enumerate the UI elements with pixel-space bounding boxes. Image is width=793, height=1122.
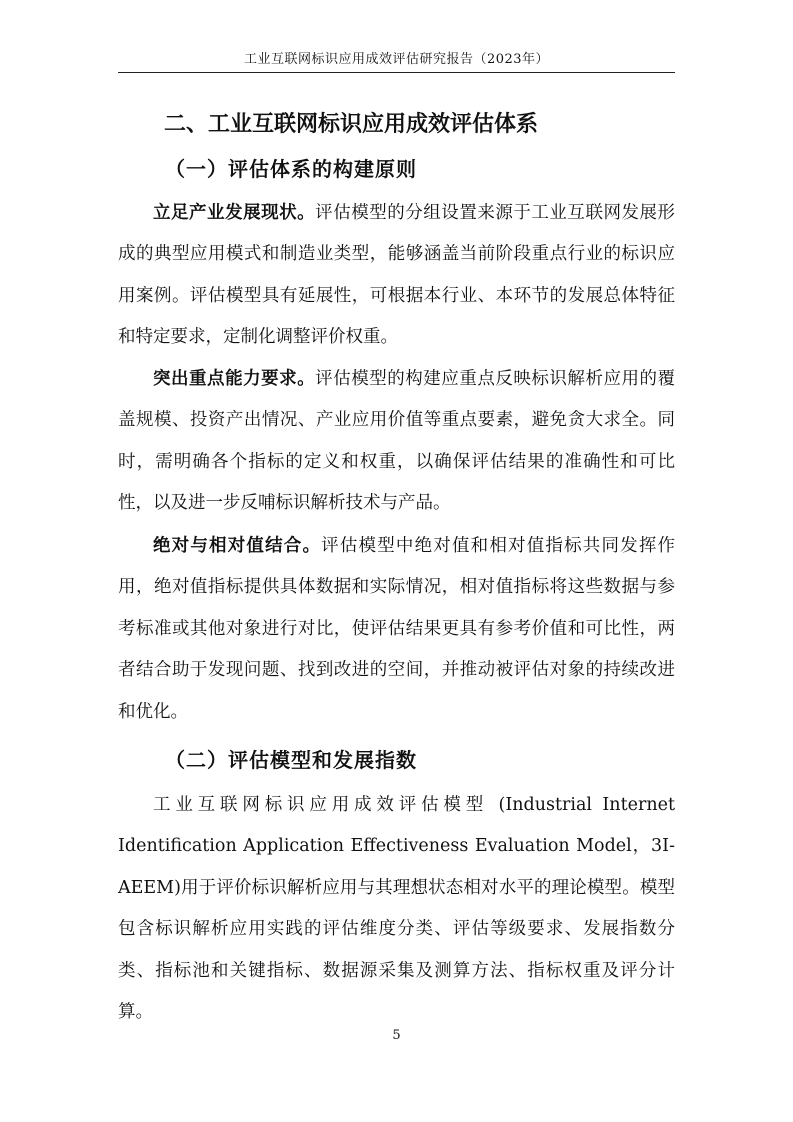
subsection-title-principles: （一）评估体系的构建原则 xyxy=(165,157,417,181)
subsection-title-model: （二）评估模型和发展指数 xyxy=(165,748,417,772)
running-header: 工业互联网标识应用成效评估研究报告（2023年） xyxy=(243,52,550,67)
paragraph-lead: 突出重点能力要求。 xyxy=(153,369,316,389)
paragraph-key-capabilities xyxy=(118,359,675,525)
paragraph-absolute-relative xyxy=(118,526,675,733)
paragraph-evaluation-model xyxy=(118,785,675,1033)
paragraph-lead: 立足产业发展现状。 xyxy=(153,203,316,223)
paragraph-lead: 绝对与相对值结合。 xyxy=(153,536,322,556)
paragraph-text: 评估模型中绝对值和相对值指标共同发挥作用，绝对值指标提供具体数据和实际情况，相对值指标将这些数据与参考标准或其他对象进行对比，使评估结果更具有参考价值和可比性，两者结合助于发现问题、找到改进的空间，并推动被评估对象的持续改进和优化。 xyxy=(118,536,676,722)
page-number: 5 xyxy=(392,1028,401,1043)
paragraph-text: 评估模型的分组设置来源于工业互联网发展形成的典型应用模式和制造业类型，能够涵盖当前阶段重点行业的标识应用案例。评估模型具有延展性，可根据本行业、本环节的发展总体特征和特定要求，定制化调整评价权重。 xyxy=(118,203,676,348)
header-rule xyxy=(118,72,675,73)
paragraph-text: 工业互联网标识应用成效评估模型 (Industrial Internet Identification Application Effectiveness Evaluation Model，3I-AEEM)用于评价标识解析应用与其理想状态相对水平的理论模型。模型包含标识解析应用实践的评估维度分类、评估等级要求、发展指数分类、指标池和关键指标、数据源采集及测算方法、指标权重及评分计算。 xyxy=(118,795,675,1023)
section-title: 二、工业互联网标识应用成效评估体系 xyxy=(164,112,539,137)
paragraph-industry-status xyxy=(118,193,675,359)
paragraph-text: 评估模型的构建应重点反映标识解析应用的覆盖规模、投资产出情况、产业应用价值等重点要素，避免贪大求全。同时，需明确各个指标的定义和权重，以确保评估结果的准确性和可比性，以及进一步反哺标识解析技术与产品。 xyxy=(118,369,676,514)
